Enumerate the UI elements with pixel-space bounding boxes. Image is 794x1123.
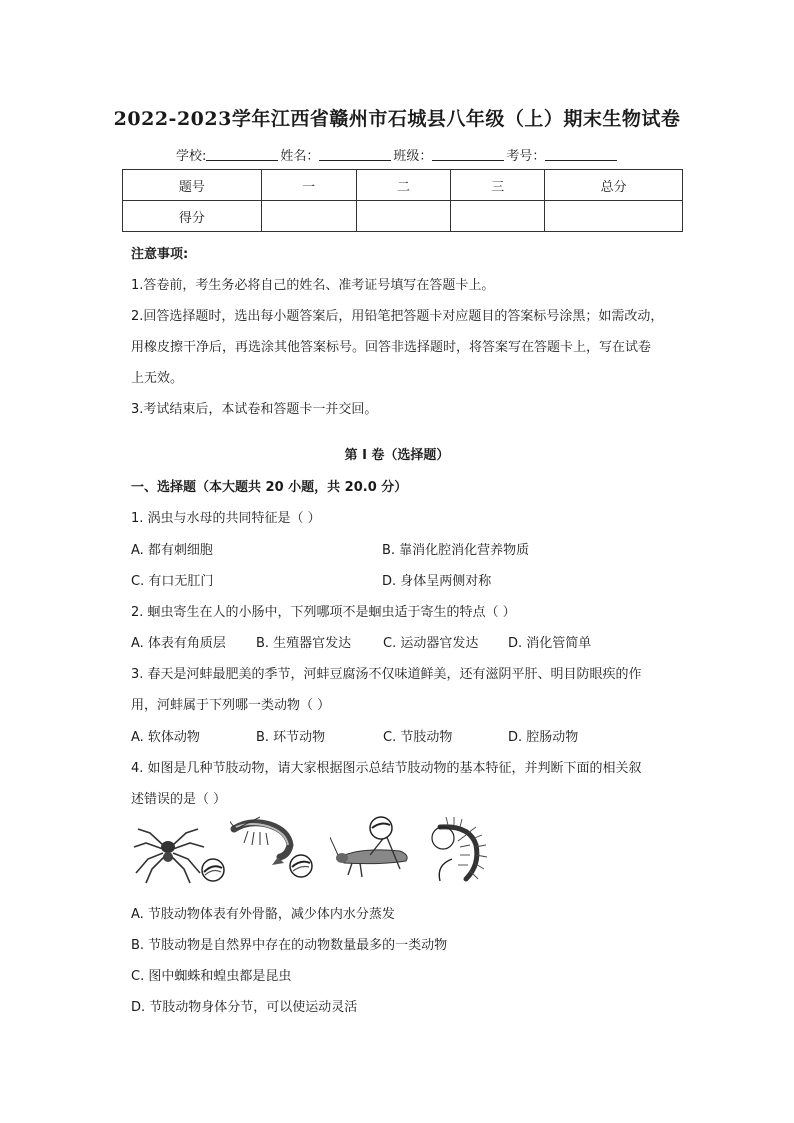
question-2-option-a[interactable]: A. 体表有角质层 [131, 636, 226, 651]
question-1-option-c[interactable]: C. 有口无肛门 [131, 574, 214, 589]
score-cell-part-3 [451, 201, 545, 232]
notes-heading: 注意事项: [131, 247, 189, 262]
class-blank[interactable] [432, 148, 504, 161]
centipede-detail-icon-top [430, 825, 456, 851]
score-cell-total [545, 201, 683, 232]
header-cell-total: 总分 [545, 170, 683, 201]
question-2-option-c[interactable]: C. 运动器官发达 [383, 636, 479, 651]
exam-number-label: 考号： [506, 149, 546, 164]
header-cell-part-2: 二 [356, 170, 451, 201]
shrimp-detail-icon [288, 853, 314, 879]
section-1-heading: 一、选择题（本大题共 20 小题，共 20.0 分） [131, 480, 408, 495]
note-item-3: 3.考试结束后，本试卷和答题卡一并交回。 [131, 402, 378, 417]
question-2-stem: 2. 蛔虫寄生在人的小肠中，下列哪项不是蛔虫适于寄生的特点（ ） [131, 605, 516, 620]
question-3-stem-line-2: 用，河蚌属于下列哪一类动物（ ） [131, 698, 331, 713]
score-table-header-row [123, 170, 683, 201]
question-3-option-b[interactable]: B. 环节动物 [256, 730, 326, 745]
header-cell-question-no: 题号 [123, 170, 262, 201]
question-4-option-d[interactable]: D. 节肢动物身体分节，可以使运动灵活 [131, 1000, 358, 1015]
name-label: 姓名： [280, 149, 320, 164]
header-cell-part-1: 一 [261, 170, 356, 201]
question-4-stem-line-2: 述错误的是（ ） [131, 792, 227, 807]
score-table-score-row [123, 201, 683, 232]
page-title: 2022-2023学年江西省赣州市石城县八年级（上）期末生物试卷 [113, 108, 681, 130]
score-cell-part-2 [356, 201, 451, 232]
part-1-title: 第 I 卷（选择题） [344, 448, 450, 463]
class-label: 班级： [393, 149, 433, 164]
spider-illustration [130, 825, 210, 885]
question-1-stem: 1. 涡虫与水母的共同特征是（ ） [131, 511, 321, 526]
school-blank[interactable] [206, 148, 278, 161]
header-cell-part-3: 三 [451, 170, 545, 201]
note-item-2-line-2: 用橡皮擦干净后，再选涂其他答案标号。回答非选择题时，将答案写在答题卡上，写在试卷 [131, 340, 652, 355]
question-2-option-d[interactable]: D. 消化管简单 [508, 636, 592, 651]
spider-eye-detail-icon [200, 857, 226, 883]
name-blank[interactable] [319, 148, 391, 161]
question-4-option-b[interactable]: B. 节肢动物是自然界中存在的动物数量最多的一类动物 [131, 938, 448, 953]
question-4-option-a[interactable]: A. 节肢动物体表有外骨骼，减少体内水分蒸发 [131, 907, 395, 922]
score-cell-part-1 [261, 201, 356, 232]
question-3-stem-line-1: 3. 春天是河蚌最肥美的季节，河蚌豆腐汤不仅味道鲜美，还有滋阴平肝、明目防眼疾的作 [131, 667, 642, 682]
question-1-option-a[interactable]: A. 都有刺细胞 [131, 543, 213, 558]
score-table [122, 169, 683, 232]
question-2-option-b[interactable]: B. 生殖器官发达 [256, 636, 352, 651]
question-4-option-c[interactable]: C. 图中蜘蛛和蝗虫都是昆虫 [131, 969, 292, 984]
arthropods-figure [130, 815, 500, 895]
grasshopper-detail-icon [368, 815, 394, 841]
student-info-line [176, 145, 619, 164]
exam-number-blank[interactable] [545, 148, 617, 161]
note-item-2-line-3: 上无效。 [131, 371, 184, 386]
question-4-stem-line-1: 4. 如图是几种节肢动物，请大家根据图示总结节肢动物的基本特征，并判断下面的相关叙 [131, 761, 642, 776]
question-3-option-d[interactable]: D. 腔肠动物 [508, 730, 579, 745]
school-label: 学校: [176, 149, 207, 164]
question-3-option-a[interactable]: A. 软体动物 [131, 730, 200, 745]
question-1-option-d[interactable]: D. 身体呈两侧对称 [382, 574, 492, 589]
question-1-option-b[interactable]: B. 靠消化腔消化营养物质 [382, 543, 530, 558]
question-3-option-c[interactable]: C. 节肢动物 [383, 730, 453, 745]
score-row-label: 得分 [123, 201, 262, 232]
centipede-detail-icon-bottom [432, 855, 456, 885]
note-item-1: 1.答卷前，考生务必将自己的姓名、准考证号填写在答题卡上。 [131, 278, 495, 293]
note-item-2-line-1: 2.回答选择题时，选出每小题答案后，用铅笔把答题卡对应题目的答案标号涂黑；如需改动， [131, 309, 664, 324]
